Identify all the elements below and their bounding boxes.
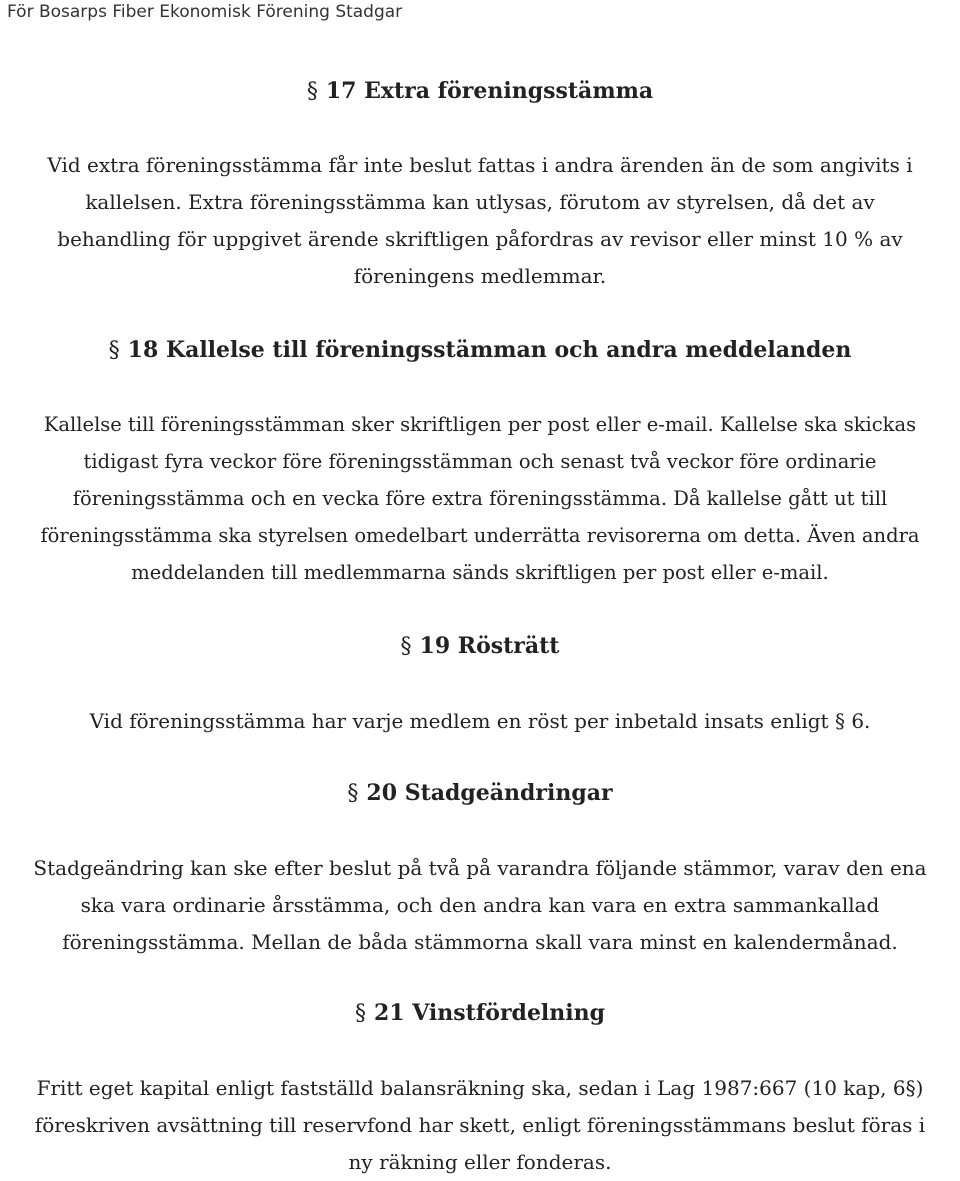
section-20-title: 20 Stadgeändringar	[366, 780, 613, 806]
section-21-body	[0, 1070, 960, 1181]
section-19-title: 19 Rösträtt	[419, 633, 560, 659]
section-sign: §	[108, 338, 120, 363]
section-18-title: 18 Kallelse till föreningsstämman och andra meddelanden	[127, 337, 852, 363]
section-18-line-2: tidigast fyra veckor före föreningsstämman och senast två veckor före ordinarie	[83, 450, 877, 473]
section-18-body	[0, 406, 960, 591]
section-21-line-3: ny räkning eller fonderas.	[348, 1150, 612, 1174]
section-17-line-4: föreningens medlemmar.	[353, 264, 607, 288]
section-21-line-2: föreskriven avsättning till reservfond har skett, enligt föreningsstämmans beslut föras i	[34, 1113, 926, 1137]
page-header-title: För Bosarps Fiber Ekonomisk Förening Stadgar	[7, 2, 403, 22]
section-17-title: 17 Extra föreningsstämma	[325, 78, 654, 104]
section-19-body	[0, 703, 960, 740]
section-21-heading	[0, 1000, 960, 1026]
section-sign: §	[347, 781, 359, 806]
section-sign: §	[400, 634, 412, 659]
section-17-heading	[0, 78, 960, 104]
section-18-line-4: föreningsstämma ska styrelsen omedelbart underrätta revisorerna om detta. Även andra	[40, 524, 920, 547]
section-20-line-2: ska vara ordinarie årsstämma, och den andra kan vara en extra sammankallad	[80, 893, 880, 917]
section-sign: §	[306, 79, 318, 104]
section-17-line-3: behandling för uppgivet ärende skriftligen påfordras av revisor eller minst 10 % av	[57, 227, 903, 251]
section-18-line-5: meddelanden till medlemmarna sänds skriftligen per post eller e-mail.	[131, 561, 829, 584]
section-19-line-1: Vid föreningsstämma har varje medlem en röst per inbetald insats enligt § 6.	[89, 709, 871, 733]
section-20-heading	[0, 780, 960, 806]
section-18-heading	[0, 337, 960, 363]
section-19-heading	[0, 633, 960, 659]
section-18-line-1: Kallelse till föreningsstämman sker skriftligen per post eller e-mail. Kallelse ska skickas	[43, 413, 917, 436]
section-21-line-1: Fritt eget kapital enligt fastställd balansräkning ska, sedan i Lag 1987:667 (10 kap, 6§)	[36, 1076, 924, 1100]
section-17-line-2: kallelsen. Extra föreningsstämma kan utlysas, förutom av styrelsen, då det av	[85, 190, 875, 214]
section-21-title: 21 Vinstfördelning	[373, 1000, 606, 1026]
section-18-line-3: föreningsstämma och en vecka före extra föreningsstämma. Då kallelse gått ut till	[72, 487, 888, 510]
section-17-body	[0, 147, 960, 295]
section-17-line-1: Vid extra föreningsstämma får inte beslut fattas i andra ärenden än de som angivits i	[47, 153, 913, 177]
section-20-line-1: Stadgeändring kan ske efter beslut på två på varandra följande stämmor, varav den ena	[33, 856, 927, 880]
section-sign: §	[354, 1001, 366, 1026]
section-20-line-3: föreningsstämma. Mellan de båda stämmorna skall vara minst en kalendermånad.	[62, 930, 898, 954]
section-20-body	[0, 850, 960, 961]
